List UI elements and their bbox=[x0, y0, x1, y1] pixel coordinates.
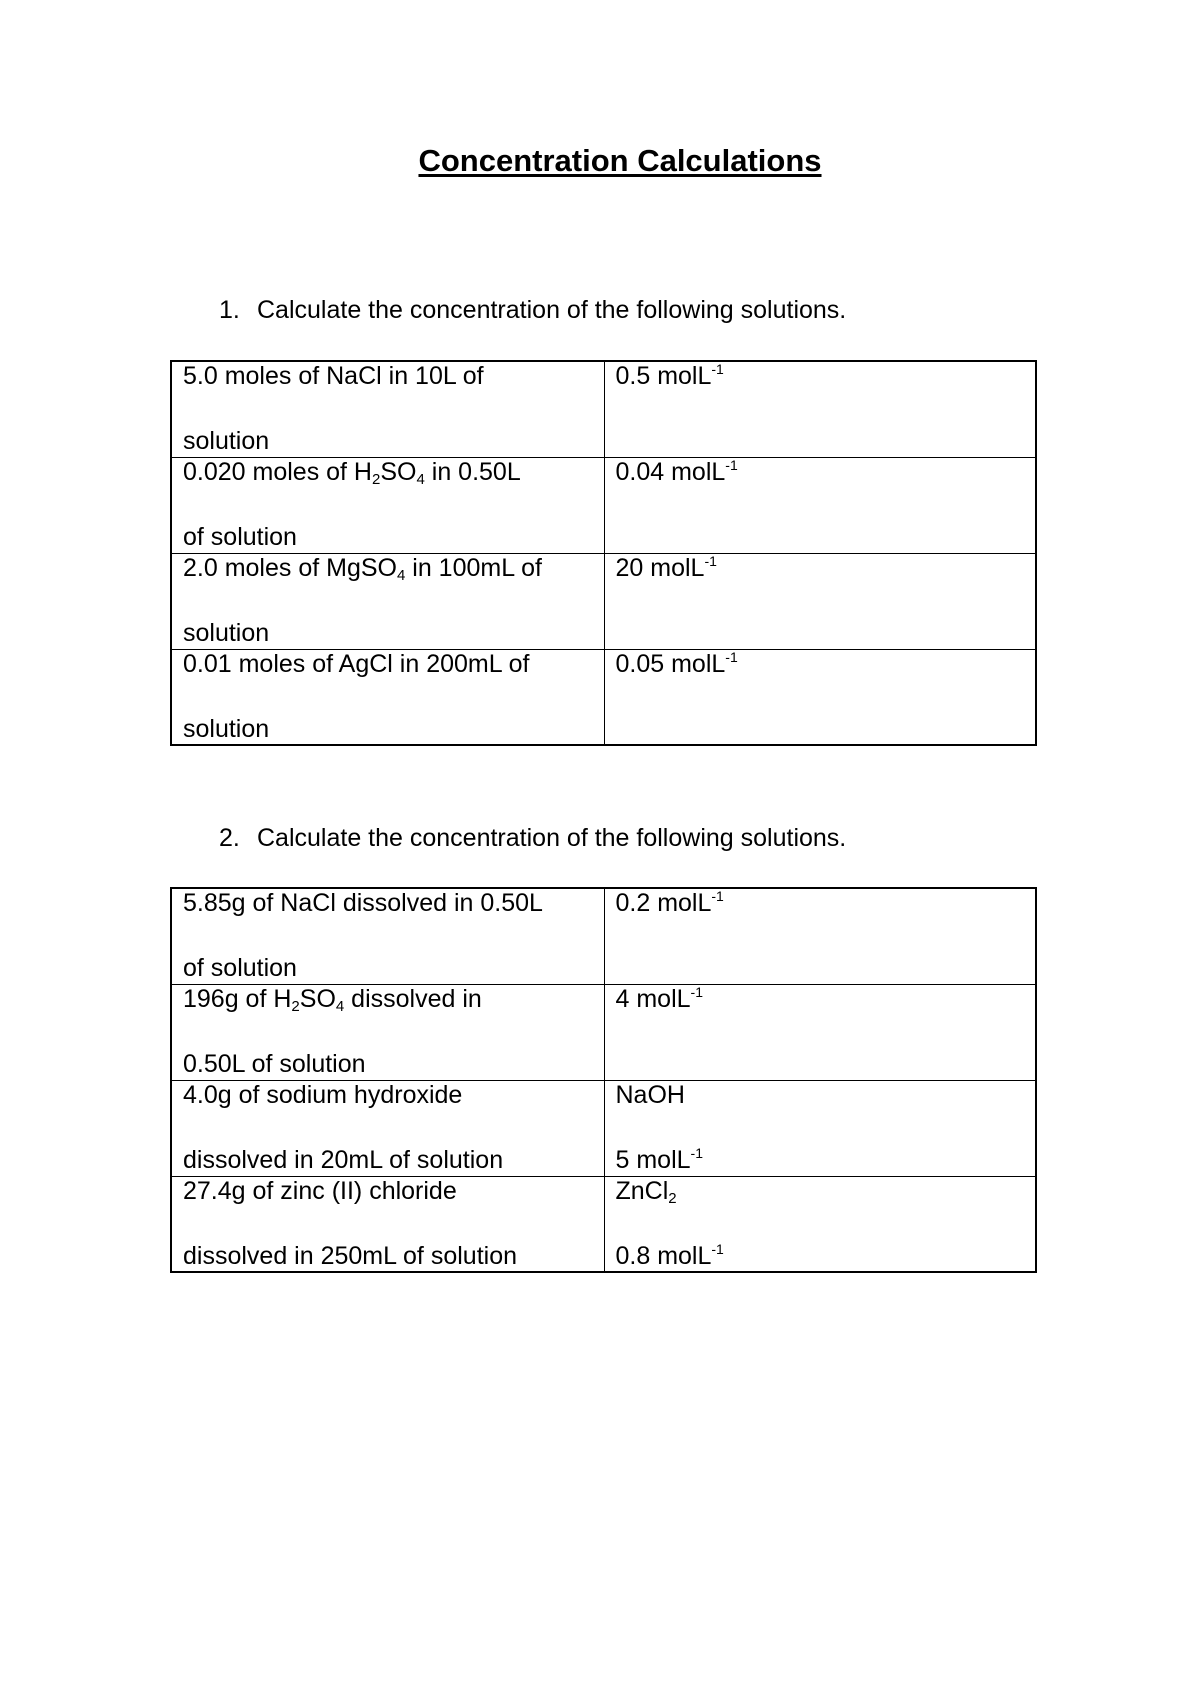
table-row bbox=[171, 457, 1036, 553]
cell-text: 0.50L of solution bbox=[183, 1049, 366, 1078]
question-text: Calculate the concentration of the following solutions. bbox=[257, 296, 847, 324]
question-cell bbox=[171, 984, 604, 1080]
answer-cell bbox=[604, 1176, 1036, 1272]
question-cell bbox=[171, 1080, 604, 1176]
answer-text: 0.04 molL$^{-1}$ bbox=[615, 456, 738, 486]
cell-text: 5.85g of NaCl dissolved in 0.50L bbox=[183, 889, 543, 917]
cell-text: 4.0g of sodium hydroxide bbox=[183, 1080, 463, 1109]
answer-cell bbox=[604, 649, 1036, 745]
page-title: Concentration Calculations bbox=[418, 143, 822, 178]
question-number: 1. bbox=[219, 296, 240, 324]
cell-text: dissolved in 20mL of solution bbox=[183, 1145, 504, 1174]
cell-text: dissolved in 250mL of solution bbox=[183, 1241, 517, 1270]
answer-cell bbox=[604, 888, 1036, 984]
table-row bbox=[171, 1080, 1036, 1176]
answer-cell bbox=[604, 553, 1036, 649]
answer-text: 0.5 molL$^{-1}$ bbox=[615, 361, 724, 390]
question-2-prompt bbox=[219, 824, 846, 853]
cell-text: solution bbox=[183, 618, 270, 647]
cell-text: of solution bbox=[183, 522, 297, 551]
superscript: -1 bbox=[711, 1240, 724, 1257]
question-1-table bbox=[170, 360, 1037, 746]
answer-text: 4 molL$^{-1}$ bbox=[615, 983, 703, 1013]
answer-cell bbox=[604, 984, 1036, 1080]
question-2-table bbox=[170, 887, 1037, 1273]
question-cell bbox=[171, 888, 604, 984]
subscript: 2 bbox=[291, 997, 300, 1015]
question-cell bbox=[171, 553, 604, 649]
cell-text: 196g of $H_2SO_4$ dissolved in bbox=[183, 984, 482, 1015]
cell-text: 0.01 moles of AgCl in 200mL of bbox=[183, 649, 530, 678]
answer-text: 20 molL$^{-1}$ bbox=[615, 552, 717, 582]
subscript: 4 bbox=[335, 997, 345, 1015]
superscript: -1 bbox=[725, 456, 738, 473]
answer-text: 0.8 molL$^{-1}$ bbox=[615, 1240, 724, 1270]
answer-text: 5 molL$^{-1}$ bbox=[615, 1144, 703, 1174]
superscript: -1 bbox=[711, 361, 724, 377]
question-cell bbox=[171, 361, 604, 457]
cell-text: 5.0 moles of NaCl in 10L of bbox=[183, 362, 484, 390]
subscript: 2 bbox=[372, 470, 381, 488]
formula-text: NaOH bbox=[615, 1080, 685, 1109]
table-row bbox=[171, 649, 1036, 745]
cell-text: 27.4g of zinc (II) chloride bbox=[183, 1176, 457, 1205]
table-row bbox=[171, 888, 1036, 984]
superscript: -1 bbox=[725, 648, 738, 665]
question-1-prompt bbox=[219, 296, 846, 325]
question-cell bbox=[171, 457, 604, 553]
superscript: -1 bbox=[711, 888, 724, 904]
subscript: 4 bbox=[416, 470, 425, 488]
table-row bbox=[171, 984, 1036, 1080]
answer-cell bbox=[604, 457, 1036, 553]
answer-cell bbox=[604, 1080, 1036, 1176]
cell-text: 0.020 moles of $H_2SO_4$ in 0.50L bbox=[183, 457, 521, 488]
question-text: Calculate the concentration of the following solutions. bbox=[257, 824, 847, 852]
subscript: 2 bbox=[668, 1189, 677, 1207]
superscript: -1 bbox=[704, 552, 717, 569]
cell-text: solution bbox=[183, 714, 270, 743]
superscript: -1 bbox=[690, 983, 703, 1000]
question-cell bbox=[171, 1176, 604, 1272]
question-cell bbox=[171, 649, 604, 745]
cell-text: 2.0 moles of MgSO$_4$ in 100mL of bbox=[183, 553, 542, 584]
table-row bbox=[171, 553, 1036, 649]
superscript: -1 bbox=[690, 1144, 703, 1161]
table-row bbox=[171, 361, 1036, 457]
table-row bbox=[171, 1176, 1036, 1272]
cell-text: of solution bbox=[183, 954, 297, 982]
answer-text: 0.2 molL$^{-1}$ bbox=[615, 888, 724, 917]
subscript: 4 bbox=[396, 566, 406, 584]
formula-text: ZnCl$_2$ bbox=[615, 1176, 677, 1207]
answer-cell bbox=[604, 361, 1036, 457]
cell-text: solution bbox=[183, 427, 270, 455]
answer-text: 0.05 molL$^{-1}$ bbox=[615, 648, 738, 678]
question-number: 2. bbox=[219, 824, 240, 852]
